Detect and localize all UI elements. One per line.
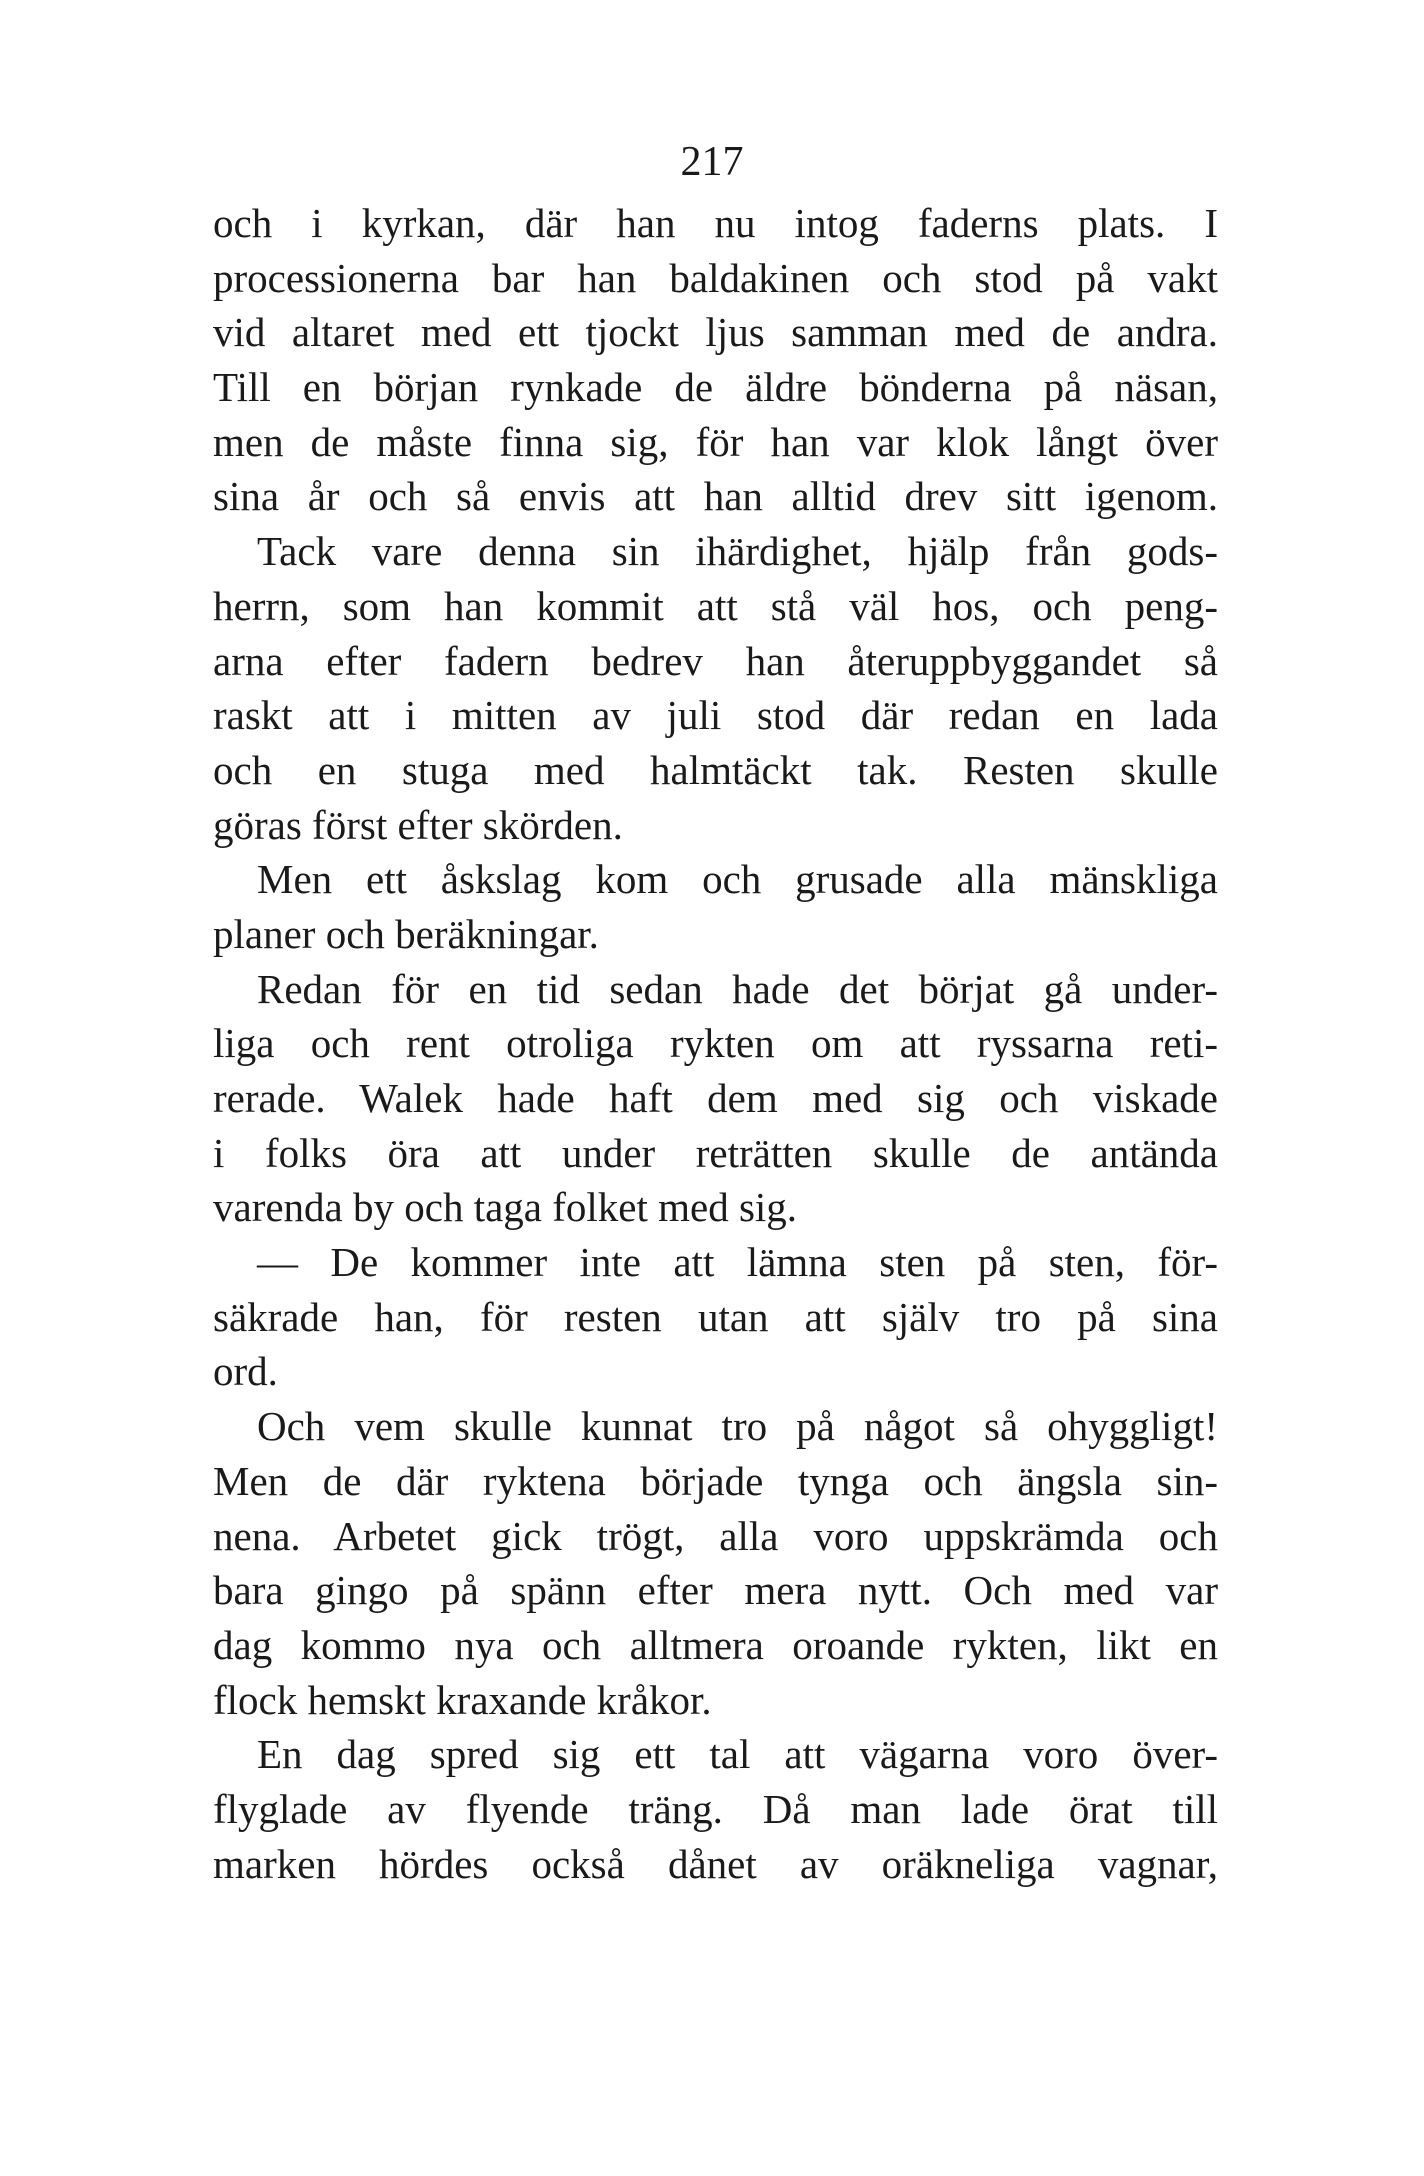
text-line: flock hemskt kraxande kråkor.: [213, 1676, 712, 1723]
text-line: och en stuga med halmtäckt tak. Resten skulle: [213, 746, 1218, 793]
text-line: Redan för en tid sedan hade det börjat gå under-: [257, 965, 1218, 1012]
text-line: En dag spred sig ett tal att vägarna voro över-: [257, 1731, 1218, 1778]
text-line: Tack vare denna sin ihärdighet, hjälp från gods-: [257, 528, 1218, 575]
text-line: säkrade han, för resten utan att själv tro på sina: [213, 1293, 1218, 1340]
text-line: — De kommer inte att lämna sten på sten, för-: [257, 1239, 1218, 1286]
text-line: Och vem skulle kunnat tro på något så ohyggligt!: [257, 1403, 1218, 1450]
text-line: herrn, som han kommit att stå väl hos, och peng-: [213, 582, 1218, 629]
text-line: Men ett åskslag kom och grusade alla mänskliga: [257, 856, 1218, 903]
text-line: och i kyrkan, där han nu intog faderns plats. I: [213, 200, 1218, 246]
text-line: varenda by och taga folket med sig.: [213, 1184, 798, 1231]
text-line: Till en början rynkade de äldre bönderna på näsan,: [213, 364, 1218, 411]
text-line: nena. Arbetet gick trögt, alla voro uppskrämda och: [213, 1512, 1218, 1559]
text-line: ord.: [213, 1348, 278, 1395]
text-line: sina år och så envis att han alltid drev sitt igenom.: [213, 473, 1218, 520]
text-line: vid altaret med ett tjockt ljus samman med de andra.: [213, 309, 1218, 356]
page-number: 217: [680, 139, 744, 185]
text-line: planer och beräkningar.: [213, 910, 599, 957]
text-line: rerade. Walek hade haft dem med sig och viskade: [213, 1075, 1218, 1121]
text-line: dag kommo nya och alltmera oroande rykten, likt en: [213, 1621, 1218, 1668]
text-line: liga och rent otroliga rykten om att ryssarna reti-: [213, 1020, 1218, 1067]
text-line: men de måste finna sig, för han var klok långt över: [213, 418, 1218, 465]
body-text: [213, 196, 1218, 1891]
text-line: Men de där ryktena började tynga och ängsla sin-: [213, 1457, 1218, 1504]
text-line: marken hördes också dånet av oräkneliga vagnar,: [213, 1840, 1218, 1887]
text-line: arna efter fadern bedrev han återuppbyggandet så: [213, 637, 1218, 684]
text-line: raskt att i mitten av juli stod där redan en lada: [213, 692, 1218, 739]
text-line: processionerna bar han baldakinen och stod på vakt: [213, 254, 1218, 301]
text-line: göras först efter skörden.: [213, 801, 623, 848]
text-line: i folks öra att under reträtten skulle de antända: [213, 1129, 1218, 1176]
text-line: bara gingo på spänn efter mera nytt. Och med var: [213, 1567, 1218, 1614]
text-line: flyglade av flyende träng. Då man lade örat till: [213, 1785, 1218, 1832]
